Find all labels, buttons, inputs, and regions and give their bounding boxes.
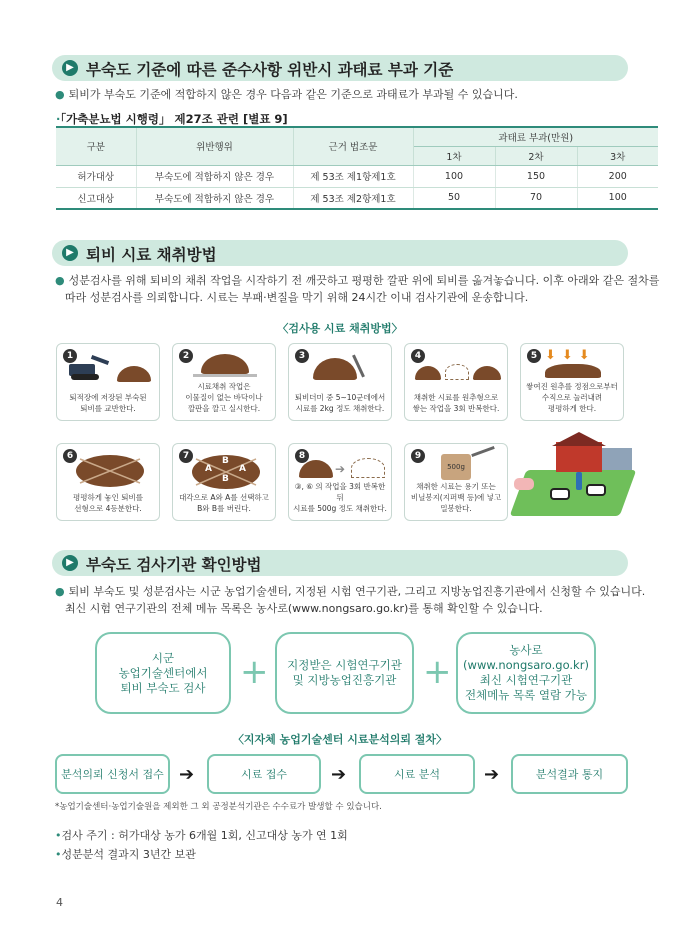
section-header-fine xyxy=(52,55,628,81)
step-caption: 대각으로 A와 A를 선택하고 B와 B를 버린다. xyxy=(179,493,269,513)
table-cell: 70 xyxy=(495,187,577,209)
pig-icon xyxy=(514,478,534,490)
table-row xyxy=(56,187,658,209)
bullet-text: 성분검사를 위해 퇴비의 채취 작업을 시작하기 전 깨끗하고 평평한 깔판 위에 퇴비를 옮겨놓습니다. 이후 아래와 같은 절차를 xyxy=(68,274,660,287)
right-arrow-icon: ➔ xyxy=(335,462,346,476)
cone-outline xyxy=(351,458,385,478)
bullet-text: 따라 성분검사를 의뢰합니다. 시료는 부패·변질을 막기 위해 24시간 이내 검사기관에 운송합니다. xyxy=(65,291,529,304)
table-cell: 200 xyxy=(577,165,658,187)
procedure-step-3: 시료 분석 xyxy=(359,754,475,794)
table-cell: 제 53조 제2항제1호 xyxy=(293,187,413,209)
compost-pile xyxy=(545,364,601,378)
quad-label: B xyxy=(222,456,229,466)
barn-roof xyxy=(552,432,606,446)
footer-text: 검사 주기 : 허가대상 농가 6개월 1회, 신고대상 농가 연 1회 xyxy=(61,829,348,842)
step-caption: 퇴비더미 중 5~10군데에서 시료를 2kg 정도 채취한다. xyxy=(294,393,386,413)
section-title: 퇴비 시료 채취방법 xyxy=(86,246,217,264)
bullet-paragraph xyxy=(55,272,659,306)
step-card-7 xyxy=(172,443,276,521)
table-cell: 허가대상 xyxy=(56,165,136,187)
step-number: 2 xyxy=(179,349,193,363)
plus-icon: + xyxy=(240,652,269,692)
bullet-text: 최신 시험 연구기관의 전체 메뉴 목록은 농사로(www.nongsaro.go.kr)를 통해 확인할 수 있습니다. xyxy=(65,602,543,615)
step-number: 4 xyxy=(411,349,425,363)
quartered-pile-icon xyxy=(75,454,145,488)
fine-table xyxy=(56,126,658,210)
footer-item xyxy=(55,827,348,843)
step-card-8 xyxy=(288,443,392,521)
bullet-paragraph xyxy=(55,583,645,617)
procedure-step-1: 분석의뢰 신청서 접수 xyxy=(55,754,170,794)
section-title: 부숙도 검사기관 확인방법 xyxy=(86,556,262,574)
bullet-text: 퇴비가 부숙도 기준에 적합하지 않은 경우 다음과 같은 기준으로 과태료가 부과될 수 있습니다. xyxy=(68,88,518,101)
section-header-sampling xyxy=(52,240,628,266)
down-arrows-icon: ⬇⬇⬇ xyxy=(545,348,596,363)
compost-pile xyxy=(415,366,441,380)
info-box-agri-center: 시군 농업기술센터에서 퇴비 부숙도 검사 xyxy=(95,632,231,714)
compost-pile xyxy=(201,354,249,374)
header-law: 근거 법조문 xyxy=(293,127,413,165)
page-number: 4 xyxy=(56,896,63,909)
farm-illustration xyxy=(510,432,640,522)
step-card-9 xyxy=(404,443,508,521)
compost-pile xyxy=(299,460,333,478)
header-1st: 1차 xyxy=(413,146,495,165)
table-cell: 100 xyxy=(577,187,658,209)
bullet-dot-icon: ● xyxy=(55,274,65,287)
compost-pile xyxy=(313,358,357,380)
step-caption: 퇴적장에 저장된 부숙된 퇴비를 교반한다. xyxy=(69,393,147,413)
step-number: 8 xyxy=(295,449,309,463)
step-number: 7 xyxy=(179,449,193,463)
step-card-1 xyxy=(56,343,160,421)
section-header-institutions xyxy=(52,550,628,576)
sample-bag-icon: 500g xyxy=(441,454,471,480)
step-number: 5 xyxy=(527,349,541,363)
bullet-paragraph xyxy=(55,86,518,103)
cone-outline xyxy=(445,364,469,380)
table-cell: 부숙도에 적합하지 않은 경우 xyxy=(136,165,293,187)
sampling-subtitle: 〈검사용 시료 채취방법〉 xyxy=(277,322,403,335)
procedure-step-2: 시료 접수 xyxy=(207,754,321,794)
quad-label: A xyxy=(239,464,246,474)
procedure-subtitle: 〈지자체 농업기술센터 시료분석의뢰 절차〉 xyxy=(232,733,448,746)
table-cell: 신고대상 xyxy=(56,187,136,209)
step-caption: 채취한 시료는 용기 또는 비닐봉지(지퍼백 등)에 넣고 밀봉한다. xyxy=(410,482,502,513)
quad-label: A xyxy=(205,464,212,474)
footer-item xyxy=(55,846,196,862)
table-row xyxy=(56,165,658,187)
right-arrow-icon: ➔ xyxy=(484,764,500,785)
table-cell: 50 xyxy=(413,187,495,209)
bullet-mark: • xyxy=(55,848,62,861)
step-caption: ③, ⑥ 의 작업을 3회 반복한 뒤 시료를 500g 정도 채취한다. xyxy=(293,482,387,513)
step-number: 3 xyxy=(295,349,309,363)
info-box-nongsaro: 농사로 (www.nongsaro.go.kr) 최신 시험연구기관 전체메뉴 목록 열람 가능 xyxy=(456,632,596,714)
header-category: 구분 xyxy=(56,127,136,165)
quad-label: B xyxy=(222,474,229,484)
floor-mat xyxy=(193,374,257,377)
step-number: 6 xyxy=(63,449,77,463)
grass-field xyxy=(510,470,637,516)
shed-icon xyxy=(602,448,632,470)
shovel-icon xyxy=(471,446,495,457)
header-3rd: 3차 xyxy=(577,146,658,165)
footer-text: 성분분석 결과지 3년간 보관 xyxy=(61,848,196,861)
header-violation: 위반행위 xyxy=(136,127,293,165)
table-cell: 제 53조 제1항제1호 xyxy=(293,165,413,187)
plus-icon: + xyxy=(423,652,452,692)
chevron-right-icon: ▶ xyxy=(62,245,78,261)
section-title: 부숙도 기준에 따른 준수사항 위반시 과태료 부과 기준 xyxy=(86,61,454,79)
table-caption xyxy=(56,111,288,127)
table-cell: 150 xyxy=(495,165,577,187)
farmer-icon xyxy=(576,472,582,490)
header-fine: 과태료 부과(만원) xyxy=(413,127,658,146)
step-card-2 xyxy=(172,343,276,421)
barn-icon xyxy=(556,442,602,472)
chevron-right-icon: ▶ xyxy=(62,555,78,571)
bullet-mark: • xyxy=(55,829,62,842)
step-card-3 xyxy=(288,343,392,421)
step-caption: 평평하게 놓인 퇴비를 선형으로 4등분한다. xyxy=(73,493,143,513)
table-header-row xyxy=(56,127,658,146)
bullet-text: 퇴비 부숙도 및 성분검사는 시군 농업기술센터, 지정된 시험 연구기관, 그리고 지방농업진흥기관에서 신청할 수 있습니다. xyxy=(68,585,646,598)
step-caption: 채취한 시료를 원추형으로 쌓는 작업을 3회 반복한다. xyxy=(412,393,500,413)
procedure-step-4: 분석결과 통지 xyxy=(511,754,628,794)
right-arrow-icon: ➔ xyxy=(331,764,347,785)
table-cell: 부숙도에 적합하지 않은 경우 xyxy=(136,187,293,209)
right-arrow-icon: ➔ xyxy=(179,764,195,785)
chevron-right-icon: ▶ xyxy=(62,60,78,76)
step-card-5 xyxy=(520,343,624,421)
info-box-research: 지정받은 시험연구기관 및 지방농업진흥기관 xyxy=(275,632,414,714)
header-2nd: 2차 xyxy=(495,146,577,165)
compost-pile xyxy=(473,366,501,380)
table-cell: 100 xyxy=(413,165,495,187)
caption-text: 「가축분뇨법 시행령」 제27조 관련 [별표 9] xyxy=(60,112,288,126)
bullet-dot-icon: ● xyxy=(55,88,65,101)
bullet-dot-icon: ● xyxy=(55,585,65,598)
step-card-6 xyxy=(56,443,160,521)
compost-pile xyxy=(117,366,151,382)
cow-icon xyxy=(550,488,570,500)
footnote: *농업기술센터·농업기술원을 제외한 그 외 공정분석기관은 수수료가 발생할 수 있습니다. xyxy=(55,802,382,812)
step-caption: 시료채취 작업은 이물질이 없는 바닥이나 깔판을 깔고 실시한다. xyxy=(185,382,263,413)
caption-mark: · xyxy=(56,112,61,126)
excavator-icon xyxy=(69,358,109,380)
step-number: 1 xyxy=(63,349,77,363)
cow-icon xyxy=(586,484,606,496)
step-caption: 쌓여진 원추를 정점으로부터 수직으로 눌러내려 평평하게 한다. xyxy=(526,382,618,413)
step-card-4 xyxy=(404,343,508,421)
step-number: 9 xyxy=(411,449,425,463)
